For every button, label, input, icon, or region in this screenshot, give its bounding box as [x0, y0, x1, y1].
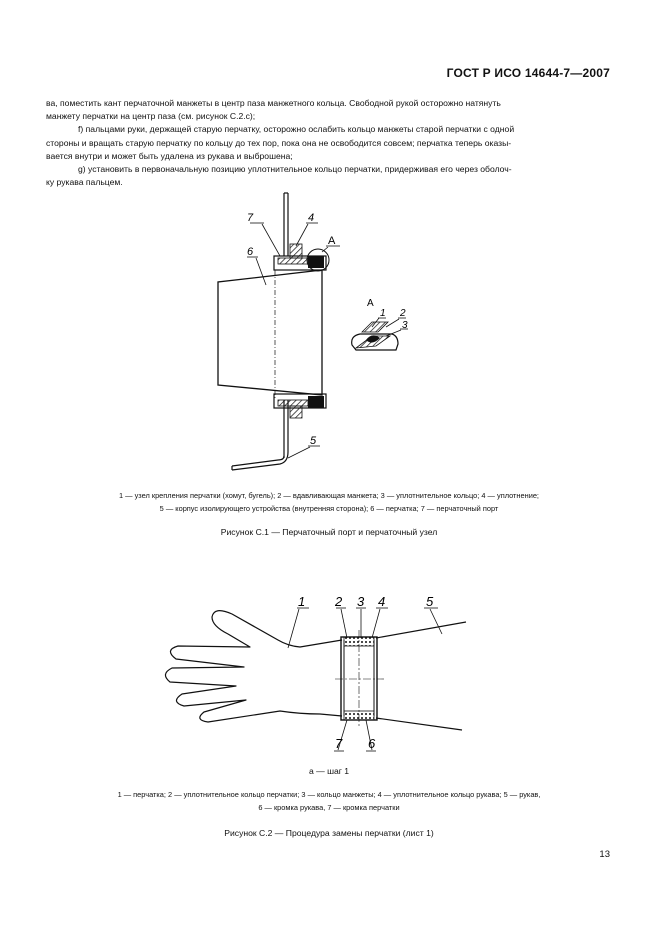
paragraph-line: вается внутри и может быть удалена из рукава и выброшена;	[46, 150, 293, 161]
legend-line: 5 — корпус изолирующего устройства (внутренняя сторона); 6 — перчатка; 7 — перчаточный порт	[159, 503, 499, 513]
legend-line: 6 — кромка рукава, 7 — кромка перчатки	[258, 802, 400, 812]
document-header: ГОСТ Р ИСО 14644-7—2007	[446, 66, 610, 80]
fig2-label-1: 1	[298, 594, 306, 609]
paragraph-line: ку рукава пальцем.	[46, 177, 123, 188]
fig1-label-7: 7	[247, 212, 254, 224]
fig2-label-5: 5	[426, 594, 434, 609]
figure-c2-legend	[46, 789, 612, 814]
detail-a-label-3: 3	[402, 320, 408, 331]
figure-c2-subcaption: a — шаг 1	[308, 766, 350, 776]
figure-c1-caption: Рисунок С.1 — Перчаточный порт и перчаточный узел	[220, 527, 438, 537]
fig1-label-a: A	[328, 235, 336, 247]
page-number: 13	[599, 849, 610, 860]
paragraph-line: f) пальцами руки, держащей старую перчатку, осторожно ослабить кольцо манжеты старой перчатки с одной	[78, 124, 515, 135]
legend-line: 1 — перчатка; 2 — уплотнительное кольцо перчатки; 3 — кольцо манжеты; 4 — уплотнительное кольцо рукава; 5 — рукав,	[117, 790, 541, 799]
fig1-label-5: 5	[310, 435, 317, 447]
paragraph-line: ва, поместить кант перчаточной манжеты в центр паза манжетного кольца. Свободной рукой осторожно натянуть	[46, 98, 501, 108]
paragraph-line: манжету перчатки на центр паза (см. рисунок С.2.с);	[46, 111, 256, 122]
fig1-label-4: 4	[308, 212, 315, 224]
detail-a-title: A	[367, 298, 374, 309]
figure-c2-caption: Рисунок С.2 — Процедура замены перчатки (лист 1)	[224, 828, 434, 838]
paragraph-line: g) установить в первоначальную позицию уплотнительное кольцо перчатки, придерживая его через оболоч-	[78, 164, 512, 175]
fig2-label-2: 2	[335, 594, 343, 609]
detail-a-label-1: 1	[380, 308, 386, 319]
fig2-label-6: 6	[368, 736, 376, 751]
paragraph-line: стороны и вращать старую перчатку по кольцу до тех пор, пока она не освободится совсем; перчатка теперь оказы-	[46, 137, 512, 148]
fig2-label-4: 4	[378, 594, 386, 609]
fig2-label-7: 7	[335, 736, 343, 751]
detail-a-label-2: 2	[400, 308, 406, 319]
fig1-label-6: 6	[247, 246, 254, 258]
fig2-label-3: 3	[357, 594, 365, 609]
legend-line: 1 — узел крепления перчатки (хомут, бугель); 2 — вдавливающая манжета; 3 — уплотнительное кольцо; 4 — уплотнение;	[119, 491, 539, 500]
